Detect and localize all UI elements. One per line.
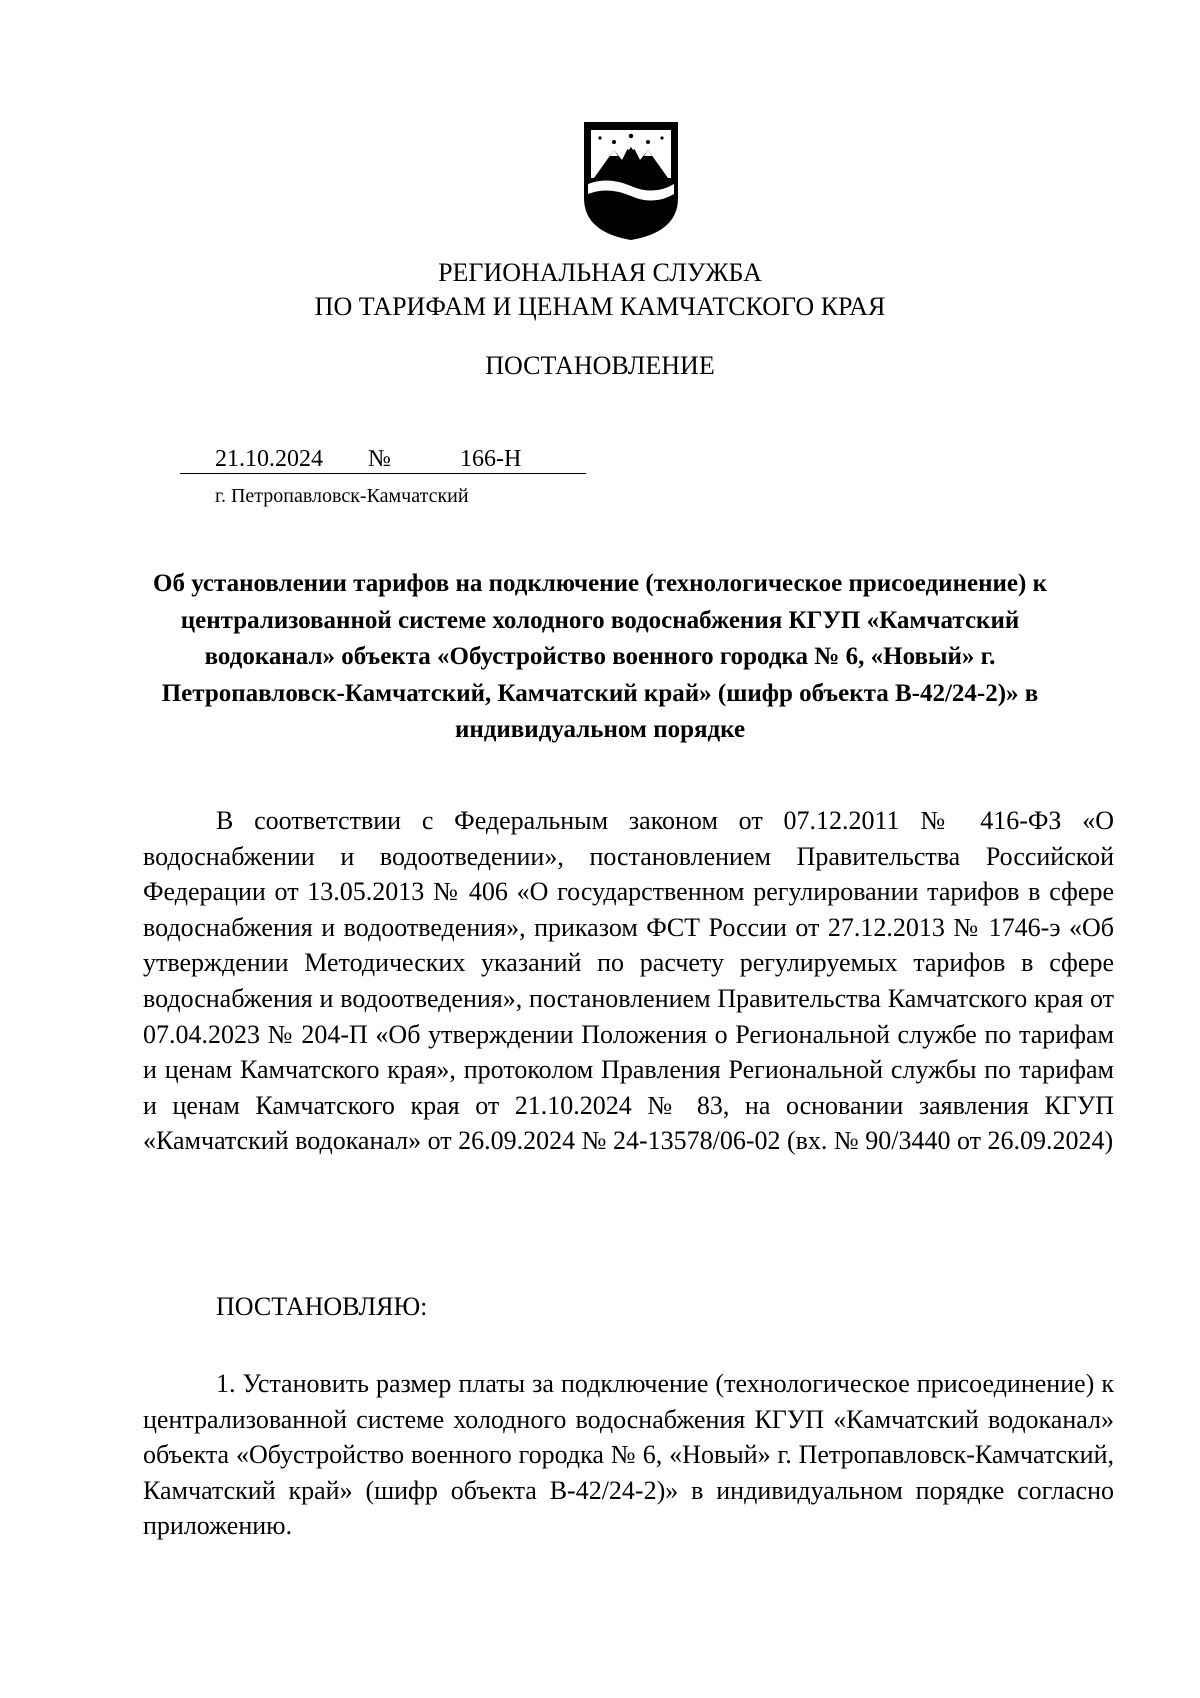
document-title: Об установлении тарифов на подключение (технологическое присоединение) к централизованной системе холодного водоснабжения КГУП «Камчатский водоканал» объекта «Обустройство военного городка № 6, «Новый» г. Петропавловск-Камчатский, Камчатский край» (шифр объекта В-42/24-2)» в индивидуальном порядке bbox=[153, 570, 1047, 743]
org-name-line2: ПО ТАРИФАМ И ЦЕНАМ КАМЧАТСКОГО КРАЯ bbox=[314, 292, 886, 321]
item-1-paragraph: 1. Установить размер платы за подключение (технологическое присоединение) к централизованной системе холодного водоснабжения КГУП «Камчатский водоканал» объекта «Обустройство военного городка № 6, «Новый» г. Петропавловск-Камчатский, Камчатский край» (шифр объекта В-42/24-2)» в индивидуальном порядке согласно приложению. bbox=[143, 1369, 1114, 1541]
document-number: 166-Н bbox=[460, 446, 522, 472]
decree-heading: ПОСТАНОВЛЯЮ: bbox=[216, 1292, 428, 1321]
number-sign: № bbox=[368, 446, 391, 472]
date-number-underline bbox=[180, 473, 586, 474]
document-type: ПОСТАНОВЛЕНИЕ bbox=[485, 351, 715, 380]
document-date: 21.10.2024 bbox=[215, 446, 323, 472]
city-name: г. Петропавловск-Камчатский bbox=[215, 485, 469, 507]
coat-of-arms-emblem bbox=[578, 114, 684, 242]
preamble-paragraph: В соответствии с Федеральным законом от 07.12.2011 № 416-ФЗ «О водоснабжении и водоотведении», постановлением Правительства Российской Федерации от 13.05.2013 № 406 «О государственном регулировании тарифов в сфере водоснабжения и водоотведения», приказом ФСТ России от 27.12.2013 № 1746-э «Об утверждении Методических указаний по расчету регулируемых тарифов в сфере водоснабжения и водоотведения», постановлением Правительства Камчатского края от 07.04.2023 № 204-П «Об утверждении Положения о Региональной службе по тарифам и ценам Камчатского края», протоколом Правления Региональной службы по тарифам и ценам Камчатского края от 21.10.2024 № 83, на основании заявления КГУП «Камчатский водоканал» от 26.09.2024 № 24-13578/06-02 (вх. № 90/3440 от 26.09.2024) bbox=[143, 806, 1114, 1156]
org-name-line1: РЕГИОНАЛЬНАЯ СЛУЖБА bbox=[438, 258, 762, 287]
